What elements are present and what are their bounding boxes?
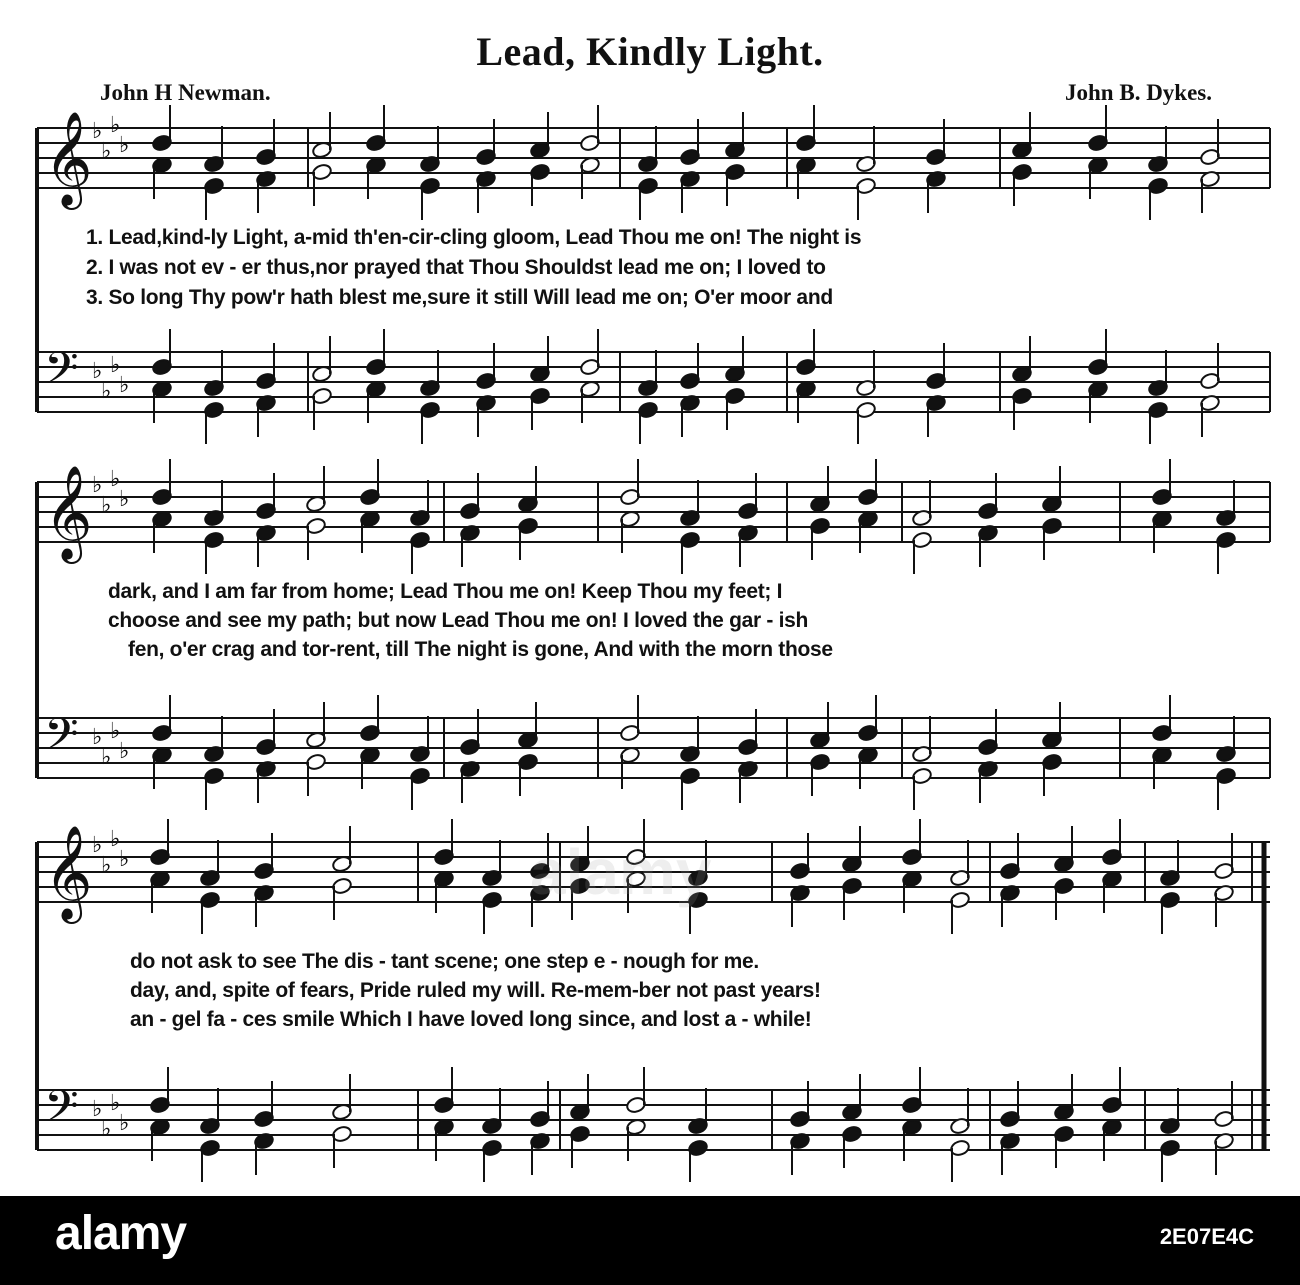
verse-3-line: fen, o'er crag and tor-rent, till The night is gone, And with the morn those <box>128 638 833 661</box>
flat-icon: ♭ <box>101 139 112 164</box>
flat-icon: ♭ <box>101 1117 112 1142</box>
flat-icon: ♭ <box>119 1111 130 1136</box>
flat-icon: ♭ <box>110 353 121 378</box>
flat-icon: ♭ <box>101 853 112 878</box>
lyricist-credit: John H Newman. <box>100 80 271 105</box>
flat-icon: ♭ <box>119 847 130 872</box>
flat-icon: ♭ <box>92 359 103 384</box>
treble-clef-icon: 𝄞 <box>44 825 93 920</box>
image-code: 2E07E4C <box>1159 1224 1254 1249</box>
flat-icon: ♭ <box>101 379 112 404</box>
verse-3-line: an - gel fa - ces smile Which I have loved long since, and lost a - while! <box>130 1008 812 1031</box>
flat-icon: ♭ <box>119 373 130 398</box>
verse-2-line: choose and see my path; but now Lead Thou me on! I loved the gar - ish <box>108 609 809 632</box>
treble-clef-icon: 𝄞 <box>44 111 93 206</box>
verse-2-line: day, and, spite of fears, Pride ruled my will. Re-mem-ber not past years! <box>130 979 821 1002</box>
flat-icon: ♭ <box>92 833 103 858</box>
bass-clef-icon: 𝄢 <box>44 342 79 405</box>
flat-icon: ♭ <box>92 473 103 498</box>
flat-icon: ♭ <box>119 487 130 512</box>
flat-icon: ♭ <box>92 1097 103 1122</box>
verse-2-line: 2. I was not ev - er thus,nor prayed that Thou Shouldst lead me on; I loved to <box>86 256 826 279</box>
verse-3-line: 3. So long Thy pow'r hath blest me,sure it still Will lead me on; O'er moor and <box>86 286 833 309</box>
verse-1-line: dark, and I am far from home; Lead Thou me on! Keep Thou my feet; I <box>108 580 783 603</box>
flat-icon: ♭ <box>92 119 103 144</box>
treble-clef-icon: 𝄞 <box>44 465 93 560</box>
flat-icon: ♭ <box>119 133 130 158</box>
flat-icon: ♭ <box>110 467 121 492</box>
hymn-title: Lead, Kindly Light. <box>476 29 824 74</box>
verse-1-line: do not ask to see The dis - tant scene; one step e - nough for me. <box>130 950 759 973</box>
flat-icon: ♭ <box>101 745 112 770</box>
flat-icon: ♭ <box>110 827 121 852</box>
flat-icon: ♭ <box>110 1091 121 1116</box>
alamy-logo: alamy <box>55 1207 187 1260</box>
bass-clef-icon: 𝄢 <box>44 1080 79 1143</box>
flat-icon: ♭ <box>92 725 103 750</box>
flat-icon: ♭ <box>110 113 121 138</box>
bass-clef-icon: 𝄢 <box>44 708 79 771</box>
flat-icon: ♭ <box>101 493 112 518</box>
watermark-footer <box>0 1196 1300 1285</box>
verse-1-line: 1. Lead,kind-ly Light, a-mid th'en-cir-cling gloom, Lead Thou me on! The night is <box>86 226 862 249</box>
composer-credit: John B. Dykes. <box>1065 80 1212 105</box>
stock-watermark: alamy <box>530 836 712 908</box>
flat-icon: ♭ <box>110 719 121 744</box>
flat-icon: ♭ <box>119 739 130 764</box>
